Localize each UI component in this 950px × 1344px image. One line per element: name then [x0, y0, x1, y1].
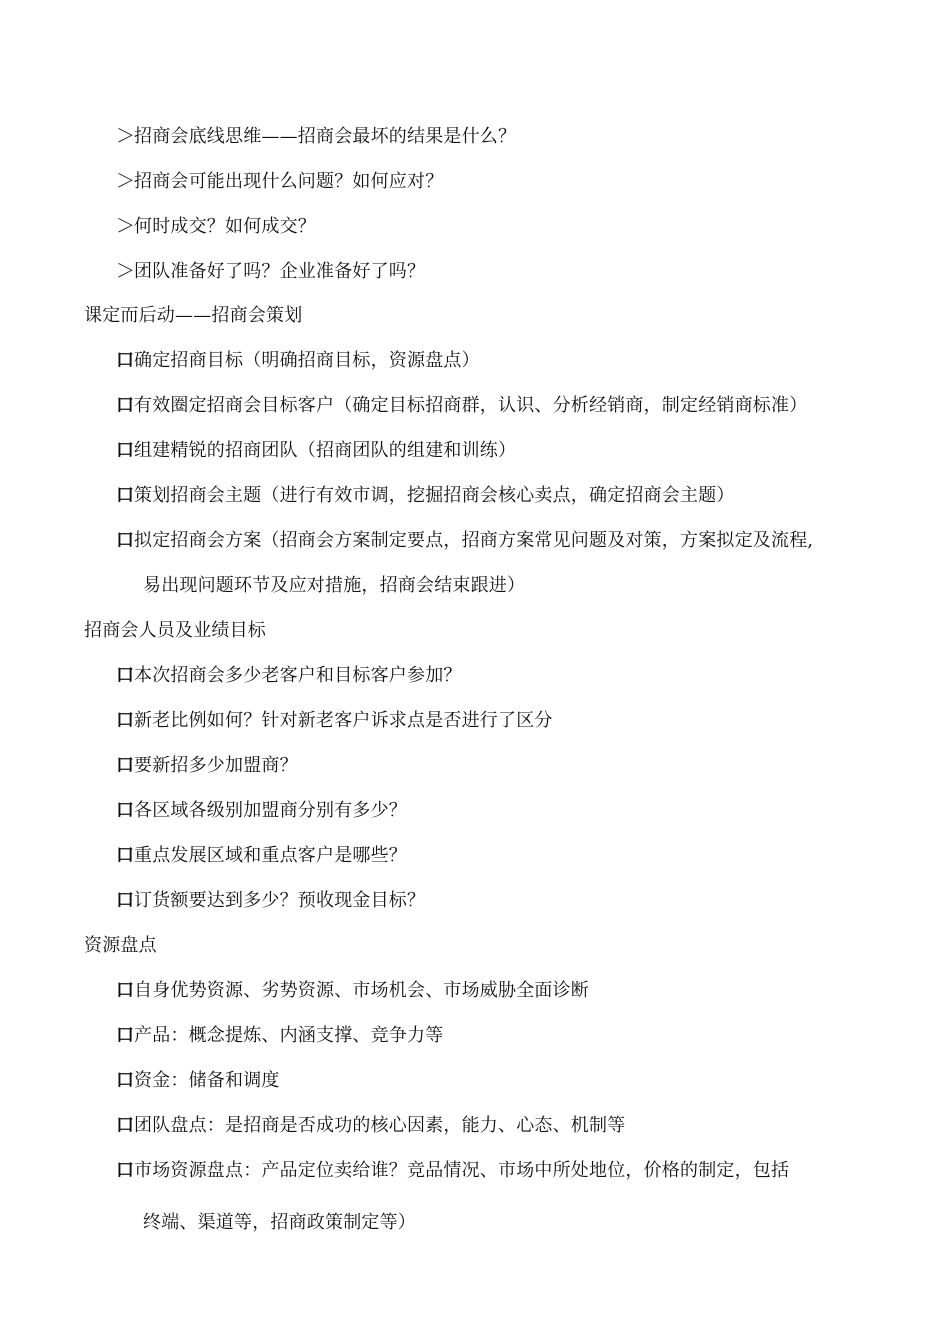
item-text: 团队盘点：是招商是否成功的核心因素，能力、心态、机制等 — [134, 1115, 626, 1136]
arrow-bullet-icon: ＞ — [116, 260, 136, 282]
item-text: 确定招商目标（明确招商目标，资源盘点） — [134, 350, 480, 371]
item-text: 招商会可能出现什么问题？如何应对？ — [134, 171, 444, 192]
box-item — [116, 664, 462, 688]
arrow-item — [116, 124, 516, 149]
square-bullet-icon: 口 — [116, 890, 135, 911]
item-text: 要新招多少加盟商？ — [134, 755, 298, 776]
box-item — [116, 1069, 280, 1093]
item-text: 本次招商会多少老客户和目标客户参加？ — [134, 665, 462, 686]
box-item — [116, 754, 298, 778]
item-text: 重点发展区域和重点客户是哪些？ — [134, 845, 407, 866]
arrow-item — [116, 169, 443, 194]
box-item — [116, 889, 425, 913]
item-continuation: 易出现问题环节及应对措施，招商会结束跟进） — [143, 575, 526, 596]
item-text: 订货额要达到多少？预收现金目标？ — [134, 890, 426, 911]
item-text: 市场资源盘点：产品定位卖给谁？竞品情况、市场中所处地位，价格的制定，包括 — [134, 1160, 790, 1181]
section-heading-planning: 课定而后动——招商会策划 — [84, 305, 303, 326]
item-continuation: 终端、渠道等，招商政策制定等） — [143, 1212, 416, 1233]
arrow-bullet-icon: ＞ — [116, 215, 136, 237]
square-bullet-icon: 口 — [116, 1070, 135, 1091]
box-item — [116, 1114, 625, 1138]
square-bullet-icon: 口 — [116, 800, 135, 821]
box-item — [116, 799, 407, 823]
square-bullet-icon: 口 — [116, 1160, 135, 1181]
box-item — [116, 844, 407, 868]
square-bullet-icon: 口 — [116, 710, 135, 731]
box-item — [116, 1024, 443, 1048]
item-text: 新老比例如何？针对新老客户诉求点是否进行了区分 — [134, 710, 553, 731]
box-item — [116, 979, 589, 1003]
item-text: 各区域各级别加盟商分别有多少？ — [134, 800, 407, 821]
item-text: 拟定招商会方案（招商会方案制定要点，招商方案常见问题及对策，方案拟定及流程, — [134, 530, 814, 551]
box-item — [116, 709, 553, 733]
arrow-bullet-icon: ＞ — [116, 125, 136, 147]
box-item — [116, 439, 516, 463]
square-bullet-icon: 口 — [116, 395, 135, 416]
arrow-item — [116, 214, 316, 239]
square-bullet-icon: 口 — [116, 1025, 135, 1046]
item-text: 自身优势资源、劣势资源、市场机会、市场威胁全面诊断 — [134, 980, 589, 1001]
box-item — [116, 1159, 789, 1183]
item-text: 组建精锐的招商团队（招商团队的组建和训练） — [134, 440, 517, 461]
item-text: 何时成交？如何成交？ — [134, 216, 316, 237]
box-item — [116, 529, 813, 553]
item-text: 资金：储备和调度 — [134, 1070, 280, 1091]
square-bullet-icon: 口 — [116, 350, 135, 371]
item-text: 有效圈定招商会目标客户（确定目标招商群，认识、分析经销商，制定经销商标准） — [134, 395, 808, 416]
square-bullet-icon: 口 — [116, 440, 135, 461]
item-text: 团队准备好了吗？企业准备好了吗？ — [134, 261, 426, 282]
square-bullet-icon: 口 — [116, 485, 135, 506]
square-bullet-icon: 口 — [116, 755, 135, 776]
square-bullet-icon: 口 — [116, 1115, 135, 1136]
square-bullet-icon: 口 — [116, 980, 135, 1001]
section-heading-resources: 资源盘点 — [84, 935, 157, 956]
item-text: 策划招商会主题（进行有效市调，挖掘招商会核心卖点，确定招商会主题） — [134, 485, 735, 506]
section-heading-targets: 招商会人员及业绩目标 — [84, 620, 266, 641]
item-text: 产品：概念提炼、内涵支撑、竞争力等 — [134, 1025, 444, 1046]
arrow-bullet-icon: ＞ — [116, 170, 136, 192]
box-item — [116, 394, 807, 418]
square-bullet-icon: 口 — [116, 530, 135, 551]
box-item — [116, 484, 735, 508]
arrow-item — [116, 259, 425, 284]
box-item — [116, 349, 480, 373]
item-text: 招商会底线思维——招商会最坏的结果是什么？ — [134, 126, 517, 147]
square-bullet-icon: 口 — [116, 845, 135, 866]
square-bullet-icon: 口 — [116, 665, 135, 686]
